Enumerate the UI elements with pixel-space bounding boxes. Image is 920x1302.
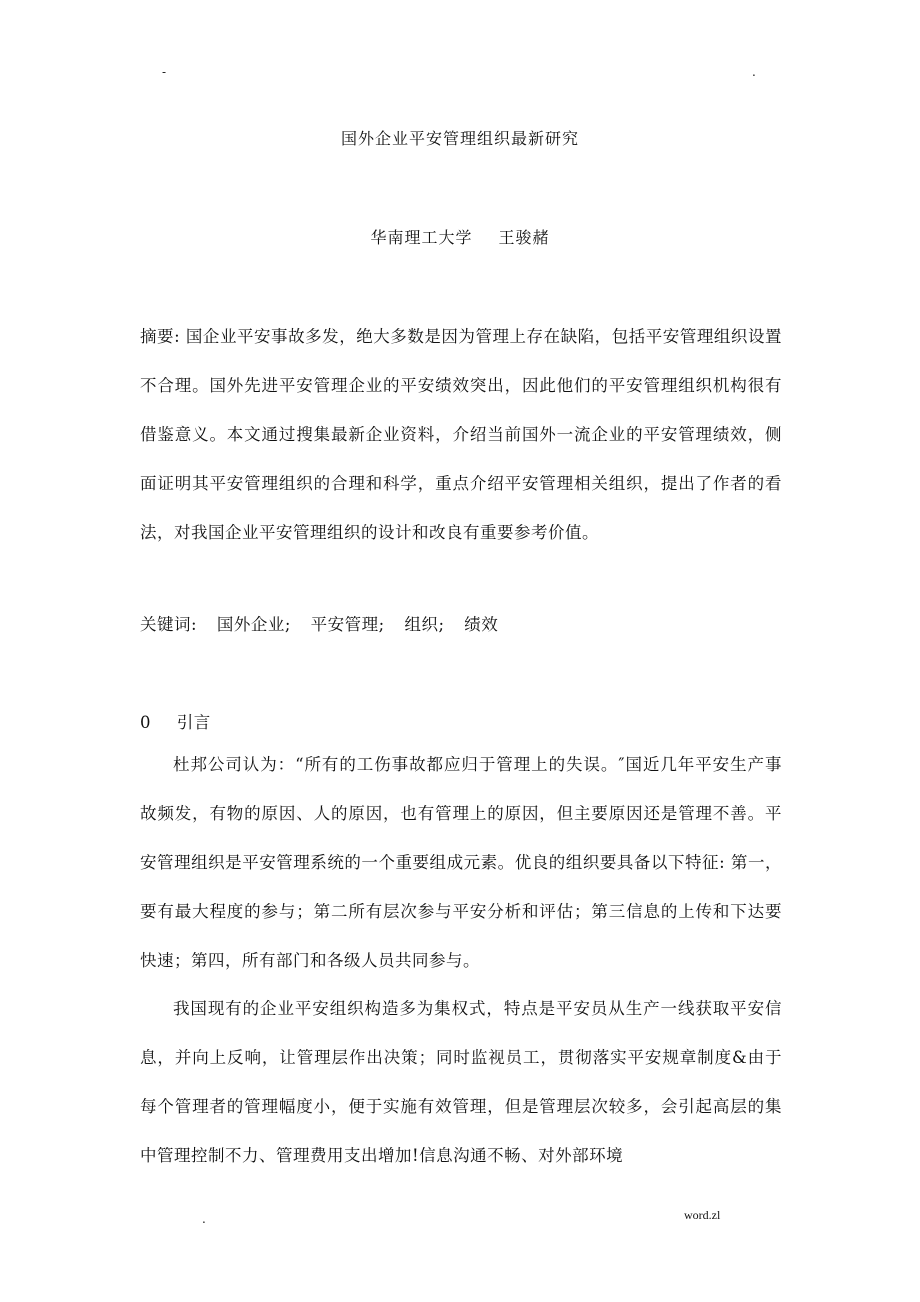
author-affiliation: 华南理工大学	[370, 228, 473, 247]
footer-text: word.zl	[684, 1208, 721, 1222]
author-name: 王骏赭	[498, 228, 550, 247]
section-number: 0	[140, 713, 151, 732]
body-paragraph-1: 杜邦公司认为：“所有的工伤事故都应归于管理上的失误。″国近几年平安生产事故频发，有物的原因、人的原因，也有管理上的原因，但主要原因还是管理不善。平安管理组织是平安管理系统的一个重要组成元素。优良的组织要具备以下特征: 第一，要有最大程度的参与；第二所有层次参与平安分析和评估；第三信息的上传和下达要快速；第四，所有部门和各级人员共同参与。	[140, 755, 782, 970]
body-paragraph-2: 我国现有的企业平安组织构造多为集权式，特点是平安员从生产一线获取平安信息，并向上反响，让管理层作出决策；同时监视员工，贯彻落实平安规章制度&由于每个管理者的管理幅度小，便于实施有效管理，但是管理层次较多，会引起高层的集中管理控制不力、管理费用支出增加!信息沟通不畅、对外部环境	[140, 999, 782, 1165]
header-mark-left: -	[162, 65, 167, 79]
author-line	[0, 225, 920, 248]
keyword-item: 组织;	[404, 615, 445, 634]
keywords-label: 关键词:	[140, 615, 198, 634]
section-title: 引言	[176, 713, 211, 732]
keyword-item: 平安管理;	[310, 615, 385, 634]
footer-dot: .	[202, 1212, 206, 1226]
keyword-item: 国外企业;	[216, 615, 291, 634]
abstract-paragraph: 摘要: 国企业平安事故多发，绝大多数是因为管理上存在缺陷，包括平安管理组织设置不合理。国外先进平安管理企业的平安绩效突出，因此他们的平安管理组织机构很有借鉴意义。本文通过搜集最新企业资料，介绍当前国外一流企业的平安管理绩效，侧面证明其平安管理组织的合理和科学，重点介绍平安管理相关组织，提出了作者的看法，对我国企业平安管理组织的设计和改良有重要参考价值。	[140, 327, 782, 542]
keyword-item: 绩效	[464, 615, 499, 634]
keywords-line	[140, 600, 782, 649]
document-title: 国外企业平安管理组织最新研究	[340, 129, 579, 148]
header-mark-right: .	[752, 65, 756, 79]
